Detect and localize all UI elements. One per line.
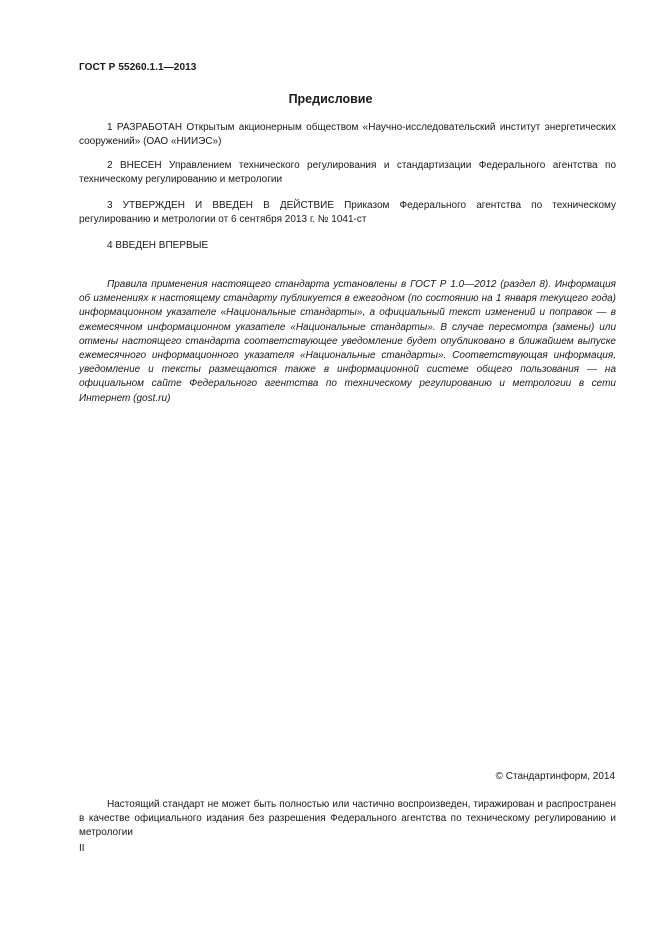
document-code-header: ГОСТ Р 55260.1.1—2013 <box>79 62 197 73</box>
preface-item-first-introduced: 4 ВВЕДЕН ВПЕРВЫЕ <box>107 240 209 251</box>
preface-title: Предисловие <box>288 92 373 106</box>
preface-item-developed: 1 РАЗРАБОТАН Открытым акционерным обществом «Научно-исследовательский институт энергетических сооружений» (ОАО «НИИЭС») <box>79 122 616 147</box>
page-number: II <box>79 843 85 854</box>
copyright-line: © Стандартинформ, 2014 <box>495 771 615 782</box>
preface-item-approved: 3 УТВЕРЖДЕН И ВВЕДЕН В ДЕЙСТВИЕ Приказом Федерального агентства по техническому регулированию и метрологии от 6 сентября 2013 г. № 1041-ст <box>79 200 616 225</box>
reproduction-notice: Настоящий стандарт не может быть полностью или частично воспроизведен, тиражирован и распространен в качестве официального издания без разрешения Федерального агентства по техническому регулированию и метрологии <box>79 799 616 838</box>
preface-item-submitted: 2 ВНЕСЕН Управлением технического регулирования и стандартизации Федерального агентства по техническому регулированию и метрологии <box>79 160 616 185</box>
application-rules-note: Правила применения настоящего стандарта установлены в ГОСТ Р 1.0—2012 (раздел 8). Информация об изменениях к настоящему стандарту публикуется в ежегодном (по состоянию на 1 января текущего года) информационном указателе «Национальные стандарты», а официальный текст изменений и поправок — в ежемесячном информационном указателе «Национальные стандарты». В случае пересмотра (замены) или отмены настоящего стандарта соответствующее уведомление будет опубликовано в ближайшем выпуске ежемесячного информационного указателя «Национальные стандарты». Соответствующая информация, уведомление и тексты размещаются также в информационной системе общего пользования — на официальном сайте Федерального агентства по техническому регулированию и метрологии в сети Интернет (gost.ru) <box>79 279 616 404</box>
